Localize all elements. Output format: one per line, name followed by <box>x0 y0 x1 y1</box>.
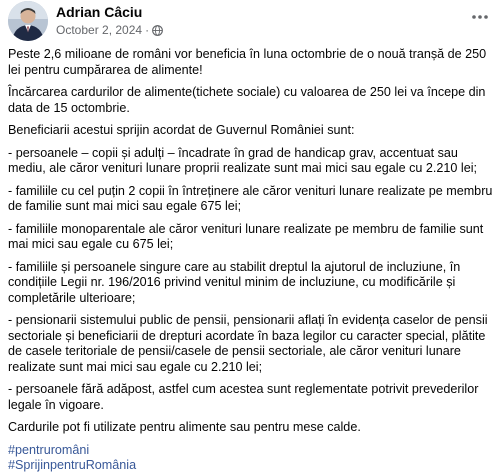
post-paragraph: - familiile și persoanele singure care au stabilit dreptul la ajutorul de incluziune, în condițiile Legii nr. 196/2016 privind venitul minim de incluziune, cu modificările și completările ulterioare; <box>8 259 461 305</box>
post-paragraph: Peste 2,6 milioane de români vor beneficia în luna octombrie de o nouă tranșă de 250 lei pentru cumpărarea de alimente! <box>8 47 487 77</box>
post-subtitle <box>56 23 163 37</box>
post-paragraph: - pensionarii sistemului public de pensii, pensionarii aflați în evidența caselor de pensii sectoriale și beneficiarii de drepturi acordate în baza legilor cu caracter special, plătite de casele teritoriale de pensii/casele de pensii sectoriale, ale căror venituri lunare realizate sunt mai mici sau egale cu 2.210 lei; <box>8 313 488 374</box>
post-paragraph: - familiile monoparentale ale căror venituri lunare realizate pe membru de familie sunt mai mici sau egale cu 675 lei; <box>8 221 484 251</box>
author-avatar[interactable] <box>8 1 48 41</box>
globe-icon[interactable] <box>152 25 163 36</box>
post-paragraph: Încărcarea cardurilor de alimente(tichete sociale) cu valoarea de 250 lei va începe din data de 15 octombrie. <box>8 85 486 115</box>
post-paragraph: - familiile cu cel puțin 2 copii în întreținere ale căror venituri lunare realizate pe membru de familie sunt mai mici sau egale 675 lei; <box>8 183 493 213</box>
post-header <box>8 0 502 47</box>
post-paragraph: Beneficiarii acestui sprijin acordat de Guvernul României sunt: <box>8 123 355 137</box>
author-name[interactable]: Adrian Câciu <box>56 4 143 20</box>
hashtag-link[interactable]: #SprijinpentruRomânia <box>8 458 137 472</box>
avatar-image <box>8 1 48 41</box>
hashtag-link[interactable]: #pentruromâni <box>8 442 90 457</box>
more-options-icon[interactable] <box>468 8 492 26</box>
post-paragraph: - persoanele – copii și adulți – încadrate în grad de handicap grav, accentuat sau mediu, ale căror venituri lunare proprii realizate sunt mai mici sau egale cu 2.210 lei; <box>8 145 478 175</box>
hashtag-list <box>8 443 494 474</box>
meta-separator: · <box>145 23 150 37</box>
post-paragraph: Cardurile pot fi utilizate pentru alimente sau pentru mese calde. <box>8 420 361 434</box>
post-meta <box>56 1 163 37</box>
post-body <box>8 47 502 474</box>
post-paragraph: - persoanele fără adăpost, astfel cum acestea sunt reglementate potrivit prevederilor legale în vigoare. <box>8 382 479 412</box>
post-date[interactable]: October 2, 2024 <box>56 23 143 37</box>
